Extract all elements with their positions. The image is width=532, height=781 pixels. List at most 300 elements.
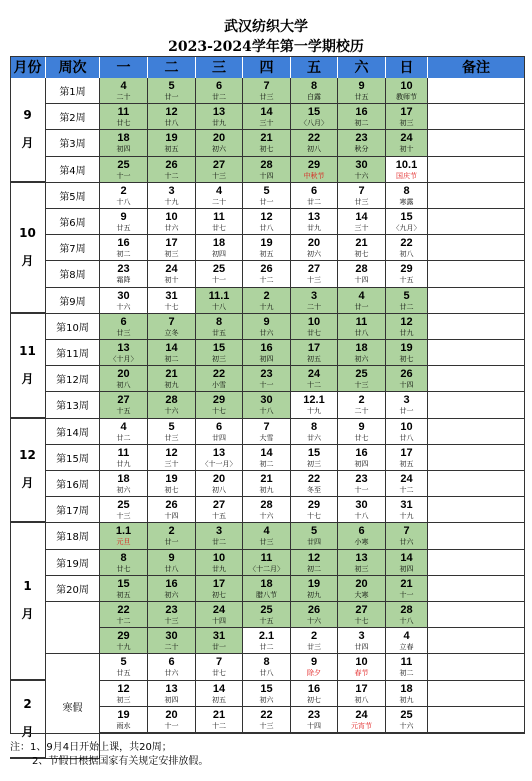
month-number: 11 xyxy=(19,343,36,358)
lunar-date: 初二 xyxy=(259,459,274,468)
day-cell-fri xyxy=(291,78,338,104)
day-number: 14 xyxy=(212,682,226,695)
day-cell-sat xyxy=(338,550,386,576)
lunar-date: 廿九 xyxy=(116,459,131,468)
day-number: 13 xyxy=(212,106,226,119)
day-cell-sun xyxy=(386,550,428,576)
week-label: 第6周 xyxy=(46,209,100,235)
day-number: 8 xyxy=(215,315,223,328)
lunar-date: 廿三 xyxy=(354,197,369,206)
day-number: 3 xyxy=(215,525,223,538)
day-number: 26 xyxy=(165,158,178,171)
week-label: 第13周 xyxy=(46,392,100,418)
day-cell-tue xyxy=(148,654,196,680)
day-number: 12 xyxy=(260,211,273,223)
day-cell-thu xyxy=(243,550,291,576)
day-number: 11 xyxy=(260,551,273,564)
day-cell-fri xyxy=(291,628,338,654)
lunar-date: 十五 xyxy=(116,407,131,416)
lunar-date: 廿九 xyxy=(399,328,414,337)
lunar-date: 廿三 xyxy=(259,538,274,547)
day-cell-fri xyxy=(291,523,338,549)
header-7: 六 xyxy=(338,56,386,78)
lunar-date: 廿一 xyxy=(164,93,179,101)
day-number: 20 xyxy=(117,368,130,381)
day-cell-fri xyxy=(291,130,338,156)
day-number: 27 xyxy=(307,263,321,276)
day-number: 9 xyxy=(310,656,318,669)
day-number: 10.1 xyxy=(395,158,418,171)
lunar-date: 十六 xyxy=(399,721,414,730)
day-cell-fri xyxy=(291,104,338,130)
lunar-date: 初五 xyxy=(116,590,131,599)
day-cell-thu xyxy=(243,130,291,156)
day-number: 25 xyxy=(260,604,273,616)
lunar-date: 十六 xyxy=(164,407,179,416)
day-cell-fri xyxy=(291,209,338,235)
lunar-date: 初八 xyxy=(212,486,226,494)
day-cell-sat xyxy=(338,654,386,680)
lunar-date: 大雪 xyxy=(259,433,274,442)
lunar-date: 十二 xyxy=(307,381,321,390)
week-label: 第8周 xyxy=(46,261,100,287)
lunar-date: 白露 xyxy=(307,93,321,101)
day-cell-tue xyxy=(148,471,196,497)
day-number: 30 xyxy=(117,289,130,302)
day-cell-sat xyxy=(338,130,386,156)
day-cell-sun xyxy=(386,445,428,471)
day-cell-sun xyxy=(386,707,428,733)
remarks-cell xyxy=(428,78,525,104)
day-number: 20 xyxy=(212,132,226,145)
day-number: 15 xyxy=(117,577,130,590)
day-number: 25 xyxy=(117,499,130,512)
lunar-date: 廿九 xyxy=(307,224,321,232)
lunar-date: 初三 xyxy=(212,355,226,363)
remarks-cell xyxy=(428,550,525,576)
lunar-date: 廿八 xyxy=(399,433,414,442)
day-number: 12.1 xyxy=(303,394,325,407)
day-cell-wed xyxy=(196,576,243,602)
day-cell-mon xyxy=(100,104,148,130)
day-number: 10 xyxy=(307,315,321,328)
day-cell-wed xyxy=(196,419,243,445)
lunar-date: 〈十一月〉 xyxy=(201,459,237,468)
day-number: 16 xyxy=(117,237,130,250)
week-label: 寒假 xyxy=(46,654,100,759)
lunar-date: 寒露 xyxy=(399,197,414,206)
lunar-date: 初六 xyxy=(164,590,179,599)
month-suffix: 月 xyxy=(21,476,34,491)
lunar-date: 初七 xyxy=(259,145,274,154)
remarks-cell xyxy=(428,497,525,523)
day-cell-tue xyxy=(148,183,196,209)
day-number: 18 xyxy=(355,342,368,354)
day-number: 13 xyxy=(212,446,226,459)
day-cell-mon xyxy=(100,235,148,261)
lunar-date: 十四 xyxy=(259,171,274,180)
day-number: 11 xyxy=(213,211,225,223)
page-title: 武汉纺织大学 xyxy=(224,19,308,35)
week-label: 第17周 xyxy=(46,497,100,523)
day-cell-fri xyxy=(291,445,338,471)
day-cell-wed xyxy=(196,602,243,628)
month-cell xyxy=(10,183,46,314)
lunar-date: 十九 xyxy=(399,512,414,521)
day-number: 28 xyxy=(260,499,273,512)
day-cell-sun xyxy=(386,602,428,628)
day-cell-sun xyxy=(386,576,428,602)
day-number: 30 xyxy=(355,499,368,512)
day-number: 22 xyxy=(212,368,226,381)
lunar-date: 初四 xyxy=(116,145,131,154)
lunar-date: 〈九月〉 xyxy=(392,224,421,232)
note-line-1: 注：1、9月4日开始上课，共20周； xyxy=(10,742,172,753)
day-cell-thu xyxy=(243,628,291,654)
day-cell-fri xyxy=(291,550,338,576)
month-suffix: 月 xyxy=(21,371,34,386)
lunar-date: 廿四 xyxy=(212,433,226,442)
day-cell-thu xyxy=(243,314,291,340)
lunar-date: 十一 xyxy=(259,381,274,390)
lunar-date: 十一 xyxy=(399,590,414,599)
week-label: 第12周 xyxy=(46,366,100,392)
lunar-date: 廿九 xyxy=(212,119,226,128)
day-number: 1.1 xyxy=(115,525,132,538)
day-number: 8 xyxy=(120,551,127,564)
remarks-cell xyxy=(428,288,525,314)
month-number: 9 xyxy=(23,107,32,122)
day-cell-tue xyxy=(148,445,196,471)
day-cell-fri xyxy=(291,419,338,445)
day-number: 20 xyxy=(212,473,226,485)
day-number: 3 xyxy=(168,184,175,197)
lunar-date: 廿三 xyxy=(164,433,179,442)
day-number: 3 xyxy=(310,289,318,302)
week-label: 第2周 xyxy=(46,104,100,130)
lunar-date: 十五 xyxy=(259,617,274,625)
day-cell-sun xyxy=(386,183,428,209)
week-label: 第7周 xyxy=(46,235,100,261)
lunar-date: 廿一 xyxy=(259,197,274,206)
day-cell-sat xyxy=(338,183,386,209)
remarks-cell xyxy=(428,261,525,287)
lunar-date: 廿五 xyxy=(116,669,131,678)
lunar-date: 小寒 xyxy=(354,538,369,547)
day-number: 25 xyxy=(212,263,226,276)
day-number: 22 xyxy=(307,132,321,145)
day-cell-wed xyxy=(196,78,243,104)
lunar-date: 初九 xyxy=(399,695,414,704)
day-cell-fri xyxy=(291,157,338,183)
header-2: 一 xyxy=(100,56,148,78)
day-number: 23 xyxy=(117,263,130,276)
week-label: 第20周 xyxy=(46,576,100,602)
day-cell-mon xyxy=(100,602,148,628)
lunar-date: 廿二 xyxy=(259,643,274,652)
day-number: 6 xyxy=(215,80,223,92)
day-number: 26 xyxy=(260,263,273,276)
day-cell-sun xyxy=(386,497,428,523)
day-number: 18 xyxy=(212,237,226,250)
lunar-date: 十八 xyxy=(399,617,414,625)
day-cell-fri xyxy=(291,235,338,261)
day-cell-sun xyxy=(386,130,428,156)
lunar-date: 十三 xyxy=(307,276,321,285)
day-cell-tue xyxy=(148,340,196,366)
day-cell-sun xyxy=(386,523,428,549)
day-cell-thu xyxy=(243,340,291,366)
lunar-date: 初十 xyxy=(164,276,179,285)
lunar-date: 十四 xyxy=(164,512,179,521)
day-number: 7 xyxy=(263,80,270,92)
day-cell-tue xyxy=(148,78,196,104)
day-number: 10 xyxy=(212,551,226,564)
day-cell-fri xyxy=(291,288,338,314)
day-number: 27 xyxy=(117,394,130,407)
lunar-date: 十一 xyxy=(354,486,369,494)
lunar-date: 廿三 xyxy=(259,93,274,101)
day-cell-fri xyxy=(291,261,338,287)
lunar-date: 廿八 xyxy=(259,224,274,232)
day-cell-tue xyxy=(148,576,196,602)
lunar-date: 雨水 xyxy=(116,721,131,730)
day-cell-thu xyxy=(243,419,291,445)
lunar-date: 十八 xyxy=(259,407,274,416)
day-cell-wed xyxy=(196,707,243,733)
day-cell-fri xyxy=(291,340,338,366)
lunar-date: 初六 xyxy=(307,250,321,259)
day-cell-thu xyxy=(243,209,291,235)
school-calendar-table xyxy=(10,56,525,740)
remarks-cell xyxy=(428,523,525,549)
remarks-cell xyxy=(428,471,525,497)
day-cell-tue xyxy=(148,288,196,314)
day-cell-thu xyxy=(243,78,291,104)
day-number: 20 xyxy=(165,708,178,721)
day-cell-fri xyxy=(291,366,338,392)
lunar-date: 秋分 xyxy=(354,145,369,154)
day-cell-sun xyxy=(386,235,428,261)
day-number: 14 xyxy=(165,342,178,354)
day-number: 4 xyxy=(358,289,365,302)
day-cell-tue xyxy=(148,366,196,392)
lunar-date: 廿八 xyxy=(259,669,274,678)
lunar-date: 初八 xyxy=(116,381,131,390)
day-cell-wed xyxy=(196,209,243,235)
lunar-date: 初六 xyxy=(212,145,226,154)
remarks-cell xyxy=(428,654,525,680)
day-number: 10 xyxy=(400,80,413,92)
lunar-date: 初三 xyxy=(354,564,369,573)
header-9: 备注 xyxy=(428,56,525,78)
week-label: 第16周 xyxy=(46,471,100,497)
day-cell-fri xyxy=(291,707,338,733)
day-number: 11 xyxy=(117,446,130,459)
holiday-label: 春节 xyxy=(354,669,369,678)
lunar-date: 廿六 xyxy=(307,433,321,442)
day-cell-sat xyxy=(338,576,386,602)
day-number: 21 xyxy=(260,473,273,485)
day-number: 9 xyxy=(168,551,175,564)
lunar-date: 十三 xyxy=(164,617,179,625)
day-number: 8 xyxy=(310,420,318,433)
header-8: 日 xyxy=(386,56,428,78)
week-label: 第11周 xyxy=(46,340,100,366)
day-number: 4 xyxy=(403,630,410,643)
day-number: 9 xyxy=(358,420,365,433)
lunar-date: 十七 xyxy=(354,617,369,625)
lunar-date: 十六 xyxy=(259,512,274,521)
lunar-date: 三十 xyxy=(354,224,369,232)
day-number: 19 xyxy=(307,577,321,590)
day-cell-sat xyxy=(338,366,386,392)
lunar-date: 十二 xyxy=(116,617,131,625)
month-cell xyxy=(10,314,46,419)
lunar-date: 冬至 xyxy=(307,486,321,494)
day-number: 9 xyxy=(358,80,365,92)
lunar-date: 十五 xyxy=(212,512,226,521)
day-number: 19 xyxy=(117,708,130,721)
day-cell-fri xyxy=(291,681,338,707)
day-cell-sun xyxy=(386,419,428,445)
day-number: 28 xyxy=(260,158,273,171)
day-cell-fri xyxy=(291,314,338,340)
day-number: 19 xyxy=(260,237,273,250)
lunar-date: 教师节 xyxy=(396,93,417,101)
lunar-date: 廿二 xyxy=(399,302,414,311)
lunar-date: 十六 xyxy=(307,617,321,625)
lunar-date: 廿六 xyxy=(164,224,179,232)
week-label: 第15周 xyxy=(46,445,100,471)
day-number: 4 xyxy=(120,80,127,92)
lunar-date: 十九 xyxy=(259,302,274,311)
remarks-cell xyxy=(428,235,525,261)
day-number: 16 xyxy=(307,682,321,695)
lunar-date: 初三 xyxy=(307,459,321,468)
lunar-date: 廿六 xyxy=(164,669,179,678)
day-number: 9 xyxy=(263,315,270,328)
remarks-cell xyxy=(428,681,525,707)
day-cell-tue xyxy=(148,602,196,628)
day-cell-tue xyxy=(148,550,196,576)
day-cell-thu xyxy=(243,445,291,471)
lunar-date: 十二 xyxy=(399,486,414,494)
day-number: 30 xyxy=(260,394,273,407)
day-number: 27 xyxy=(355,604,368,616)
day-cell-tue xyxy=(148,681,196,707)
day-cell-thu xyxy=(243,183,291,209)
month-number: 12 xyxy=(19,448,36,463)
lunar-date: 廿七 xyxy=(116,119,131,128)
day-cell-thu xyxy=(243,261,291,287)
day-number: 12 xyxy=(400,315,413,328)
day-cell-wed xyxy=(196,681,243,707)
day-number: 6 xyxy=(168,656,175,669)
day-number: 15 xyxy=(307,446,321,459)
day-number: 19 xyxy=(165,132,178,145)
day-number: 29 xyxy=(307,499,321,512)
day-cell-sat xyxy=(338,104,386,130)
lunar-date: 二十 xyxy=(354,407,369,416)
week-label: 第4周 xyxy=(46,157,100,183)
lunar-date: 初二 xyxy=(116,250,131,259)
lunar-date: 初七 xyxy=(307,695,321,704)
lunar-date: 大寒 xyxy=(354,590,369,599)
month-number: 10 xyxy=(19,225,36,240)
day-number: 4 xyxy=(215,184,223,197)
remarks-cell xyxy=(428,157,525,183)
day-cell-wed xyxy=(196,157,243,183)
day-cell-sun xyxy=(386,314,428,340)
day-number: 10 xyxy=(165,211,178,223)
lunar-date: 初九 xyxy=(259,486,274,494)
day-number: 4 xyxy=(120,420,127,433)
day-number: 6 xyxy=(215,420,223,433)
lunar-date: 廿七 xyxy=(354,433,369,442)
lunar-date: 十四 xyxy=(307,721,321,730)
lunar-date: 初七 xyxy=(212,590,226,599)
day-cell-sat xyxy=(338,235,386,261)
day-cell-fri xyxy=(291,392,338,418)
day-cell-thu xyxy=(243,288,291,314)
day-cell-sat xyxy=(338,497,386,523)
day-cell-mon xyxy=(100,550,148,576)
remarks-cell xyxy=(428,183,525,209)
day-cell-fri xyxy=(291,654,338,680)
day-cell-tue xyxy=(148,497,196,523)
day-number: 13 xyxy=(117,342,130,354)
day-number: 3 xyxy=(403,394,410,407)
lunar-date: 十三 xyxy=(259,721,274,730)
day-number: 17 xyxy=(165,237,178,250)
lunar-date: 十八 xyxy=(212,302,226,311)
day-cell-mon xyxy=(100,654,148,680)
day-cell-sat xyxy=(338,602,386,628)
month-suffix: 月 xyxy=(21,253,34,268)
lunar-date: 十四 xyxy=(354,276,369,285)
lunar-date: 十二 xyxy=(212,721,226,730)
day-cell-thu xyxy=(243,654,291,680)
day-cell-thu xyxy=(243,681,291,707)
day-cell-tue xyxy=(148,314,196,340)
holiday-label: 元宵节 xyxy=(351,721,372,730)
day-cell-sat xyxy=(338,419,386,445)
remarks-cell xyxy=(428,707,525,733)
lunar-date: 廿五 xyxy=(354,93,369,101)
lunar-date: 廿四 xyxy=(354,643,369,652)
week-label: 第5周 xyxy=(46,183,100,209)
lunar-date: 廿七 xyxy=(212,224,226,232)
day-number: 20 xyxy=(355,577,368,590)
week-label: 第18周 xyxy=(46,523,100,549)
day-cell-wed xyxy=(196,288,243,314)
day-cell-mon xyxy=(100,183,148,209)
week-label: 第3周 xyxy=(46,130,100,156)
lunar-date: 霜降 xyxy=(116,276,131,285)
lunar-date: 廿六 xyxy=(399,538,414,547)
day-number: 22 xyxy=(307,473,321,485)
lunar-date: 初七 xyxy=(354,250,369,259)
day-number: 25 xyxy=(400,708,413,721)
day-number: 21 xyxy=(165,368,178,381)
day-number: 5 xyxy=(120,656,127,669)
lunar-date: 廿七 xyxy=(116,564,131,573)
month-suffix: 月 xyxy=(21,135,34,150)
day-number: 16 xyxy=(260,342,273,354)
day-number: 23 xyxy=(165,604,178,616)
day-number: 26 xyxy=(400,368,413,381)
